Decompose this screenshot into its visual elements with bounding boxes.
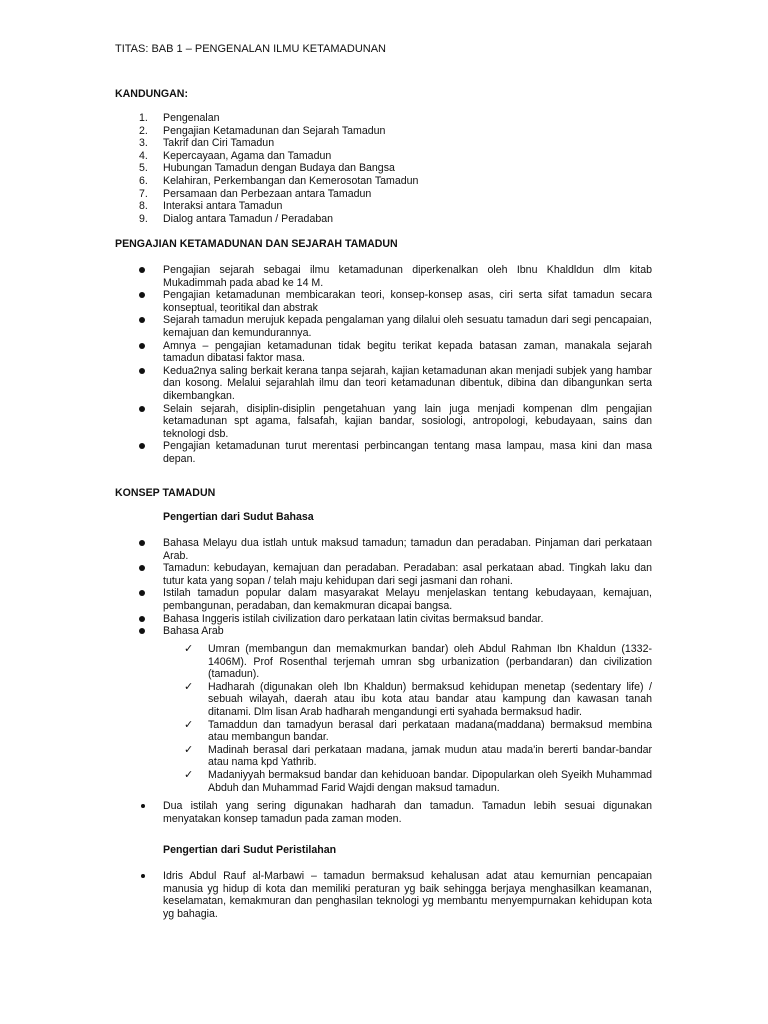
- toc-num: 9.: [139, 212, 148, 225]
- section2-bullets: [163, 537, 652, 638]
- toc-num: 4.: [139, 149, 148, 162]
- toc-item: [139, 137, 418, 150]
- bullet-text: Dua istilah yang sering digunakan hadharah dan tamadun. Tamadun lebih sesuai digunakan menyatakan konsep tamadun pada zaman moden.: [163, 800, 652, 825]
- toc-num: 6.: [139, 174, 148, 187]
- toc-text: Persamaan dan Perbezaan antara Tamadun: [163, 187, 372, 200]
- toc-text: Pengajian Ketamadunan dan Sejarah Tamadun: [163, 124, 386, 137]
- check-text: Tamaddun dan tamadyun berasal dari perkataan madana(maddana) bermaksud membina atau membangun bandar.: [208, 718, 652, 744]
- toc-item: [139, 200, 418, 213]
- toc-text: Hubungan Tamadun dengan Budaya dan Bangsa: [163, 162, 395, 175]
- arabic-terms-list: [184, 643, 652, 794]
- bullet-icon: [139, 590, 145, 596]
- bullet-text: Bahasa Arab: [163, 625, 224, 638]
- bullet-item: [163, 365, 652, 403]
- bullet-text: Tamadun: kebudayan, kemajuan dan peradaban. Peradaban: asal perkataan abad. Tingkah laku dan tutur kata yang sopan / telah maju kehidupan dari segi jasmani dan rohani.: [163, 562, 652, 587]
- toc-num: 8.: [139, 200, 148, 213]
- bullet-text: Pengajian sejarah sebagai ilmu ketamadunan diperkenalkan oleh Ibnu Khaldldun dlm kitab Mukadimmah pada abad ke 14 M.: [163, 264, 652, 289]
- subsection-heading: Pengertian dari Sudut Bahasa: [163, 511, 314, 523]
- check-text: Madinah berasal dari perkataan madana, jamak mudun atau mada'in bererti bandar-bandar atau nama kpd Yathrib.: [208, 743, 652, 769]
- check-item: [184, 643, 652, 681]
- bullet-icon: [139, 317, 145, 323]
- bullet-icon: [139, 406, 145, 412]
- section-heading: PENGAJIAN KETAMADUNAN DAN SEJARAH TAMADUN: [115, 238, 398, 250]
- toc-item: [139, 188, 418, 201]
- toc-item: [139, 175, 418, 188]
- bullet-item: [163, 537, 652, 562]
- toc-num: 3.: [139, 137, 148, 150]
- section2-definition: [163, 870, 652, 920]
- toc-item: [139, 112, 418, 125]
- bullet-icon: [139, 443, 145, 449]
- bullet-text: Idris Abdul Rauf al-Marbawi – tamadun bermaksud kehalusan adat atau kemurnian pencapaian manusia yg hidup di kota dan memiliki peraturan yg baik sehingga berjaya menghasilkan keamanan, keselamatan, kemakmuran dan penghasilan teknologi yg membantu menyempurnakan kehidupan kota yg bahagia.: [163, 870, 652, 920]
- bullet-item: [163, 870, 652, 920]
- toc-text: Dialog antara Tamadun / Peradaban: [163, 212, 334, 225]
- toc-text: Kepercayaan, Agama dan Tamadun: [163, 149, 332, 162]
- bullet-item: [163, 440, 652, 465]
- section-heading: KONSEP TAMADUN: [115, 487, 216, 499]
- bullet-text: Amnya – pengajian ketamadunan tidak begitu terikat kepada batasan zaman, manakala sejarah tamadun dibatasi faktor masa.: [163, 339, 652, 365]
- section1-bullets: [163, 264, 652, 466]
- check-text: Madaniyyah bermaksud bandar dan kehiduoan bandar. Dipopularkan oleh Syeikh Muhammad Abduh dan Muhammad Farid Wajdi dengan maksud tamadun.: [208, 768, 652, 794]
- bullet-item: [163, 587, 652, 612]
- check-icon: ✓: [184, 743, 194, 756]
- bullet-icon: [139, 343, 145, 349]
- toc-item: [139, 150, 418, 163]
- bullet-item: [163, 613, 652, 626]
- bullet-icon: [139, 540, 145, 546]
- page-header: TITAS: BAB 1 – PENGENALAN ILMU KETAMADUNAN: [115, 43, 386, 55]
- bullet-item: [163, 562, 652, 587]
- toc-text: Takrif dan Ciri Tamadun: [163, 137, 275, 150]
- bullet-item: [163, 403, 652, 441]
- toc-text: Interaksi antara Tamadun: [163, 200, 283, 213]
- check-item: [184, 743, 652, 769]
- toc-item: [139, 213, 418, 226]
- bullet-icon: [139, 368, 145, 374]
- bullet-text: Bahasa Melayu dua istlah untuk maksud tamadun; tamadun dan peradaban. Pinjaman dari perkataan Arab.: [163, 537, 652, 562]
- toc-heading: KANDUNGAN:: [115, 88, 188, 100]
- bullet-text: Selain sejarah, disiplin-disiplin pengetahuan yang lain juga menjadi kompenan dlm pengajian ketamadunan spt agama, falsafah, kajian bandar, sosiologi, antropologi, kebudayaan, sains dan teknologi dsb.: [163, 402, 652, 440]
- check-icon: ✓: [184, 718, 194, 731]
- check-text: Hadharah (digunakan oleh Ibn Khaldun) bermaksud kehidupan menetap (sedentary life) / sebuah wilayah, daerah atau ibu kota atau bandar atau kampung dan kawasan tanah ditanami. Dlm lisan Arab hadharah mengandungi erti syahada bermaksud hadir.: [208, 680, 652, 718]
- check-icon: ✓: [184, 768, 194, 781]
- bullet-item: [163, 340, 652, 365]
- check-icon: ✓: [184, 643, 194, 655]
- bullet-icon: [141, 874, 145, 878]
- section2-summary: [163, 800, 652, 825]
- check-item: [184, 768, 652, 794]
- check-text: Umran (membangun dan memakmurkan bandar) oleh Abdul Rahman Ibn Khaldun (1332-1406M). Prof Rosenthal terjemah umran sbg urbanization (perbandaran) dan civilization (tamadun).: [208, 643, 652, 681]
- toc-num: 2.: [139, 124, 148, 137]
- bullet-icon: [139, 616, 145, 622]
- toc-text: Pengenalan: [163, 112, 220, 124]
- bullet-icon: [139, 628, 145, 634]
- toc-num: 7.: [139, 187, 148, 200]
- bullet-icon: [139, 292, 145, 298]
- bullet-text: Bahasa Inggeris istilah civilization daro perkataan latin civitas bermaksud bandar.: [163, 612, 544, 625]
- bullet-text: Sejarah tamadun merujuk kepada pengalaman yang dilalui oleh sesuatu tamadun dari segi pencapaian, kemajuan dan kemundurannya.: [163, 314, 652, 339]
- bullet-item: [163, 625, 652, 638]
- toc-num: 5.: [139, 162, 148, 175]
- check-icon: ✓: [184, 680, 194, 693]
- toc-item: [139, 125, 418, 138]
- toc-text: Kelahiran, Perkembangan dan Kemerosotan Tamadun: [163, 174, 419, 187]
- bullet-item: [163, 264, 652, 289]
- bullet-text: Pengajian ketamadunan turut merentasi perbincangan tentang masa lampau, masa kini dan masa depan.: [163, 440, 652, 465]
- bullet-item: [163, 800, 652, 825]
- subsection-heading: Pengertian dari Sudut Peristilahan: [163, 844, 337, 856]
- bullet-icon: [141, 804, 145, 808]
- bullet-icon: [139, 267, 145, 273]
- bullet-text: Istilah tamadun popular dalam masyarakat Melayu menjelaskan tentang kebudayaan, kemajuan, pembangunan, peradaban, dan kemakmuran dicapai bangsa.: [163, 587, 652, 612]
- bullet-text: Kedua2nya saling berkait kerana tanpa sejarah, kajian ketamadunan akan menjadi subjek yang hambar dan kosong. Melalui sejarahlah ilmu dan teori ketamadunan dibentuk, dibina dan dibangunkan serta dikembangkan.: [163, 364, 652, 402]
- toc-item: [139, 162, 418, 175]
- toc-num: 1.: [139, 112, 148, 124]
- toc-list: [139, 112, 418, 225]
- check-item: [184, 680, 652, 719]
- bullet-icon: [139, 565, 145, 571]
- check-item: [184, 718, 652, 744]
- bullet-text: Pengajian ketamadunan membicarakan teori, konsep-konsep asas, ciri serta sifat tamadun secara konseptual, teoritikal dan abstrak: [163, 289, 652, 314]
- bullet-item: [163, 314, 652, 339]
- bullet-item: [163, 289, 652, 314]
